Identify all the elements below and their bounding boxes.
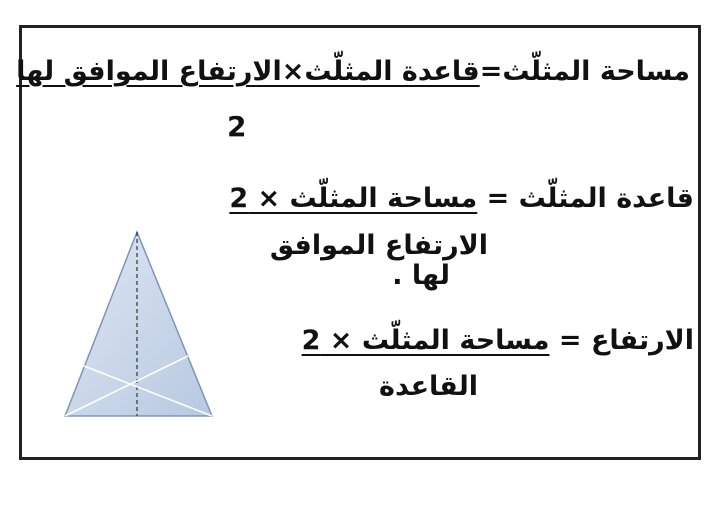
base-numerator: مساحة المثلّث × 2 [229,183,478,214]
triangle-illustration [60,226,220,426]
area-numerator: قاعدة المثلّث×الارتفاع الموافق لها [16,56,480,87]
area-denominator: 2 [227,110,247,143]
height-label: الارتفاع [590,325,694,356]
area-label: مساحة المثلّث [502,56,690,87]
height-formula [302,325,694,356]
height-numerator: مساحة المثلّث × 2 [301,325,550,356]
area-formula [16,56,690,87]
base-formula [229,183,694,214]
base-denominator-line1: الارتفاع الموافق [269,230,488,261]
formula-card [16,25,701,460]
triangle-shape [65,232,212,416]
height-denominator: القاعدة [379,371,478,402]
base-denominator-line2: لها . [392,260,450,291]
base-label: قاعدة المثلّث [518,183,694,214]
base-equals: = [486,183,510,214]
area-equals: = [479,56,503,87]
height-equals: = [558,325,582,356]
